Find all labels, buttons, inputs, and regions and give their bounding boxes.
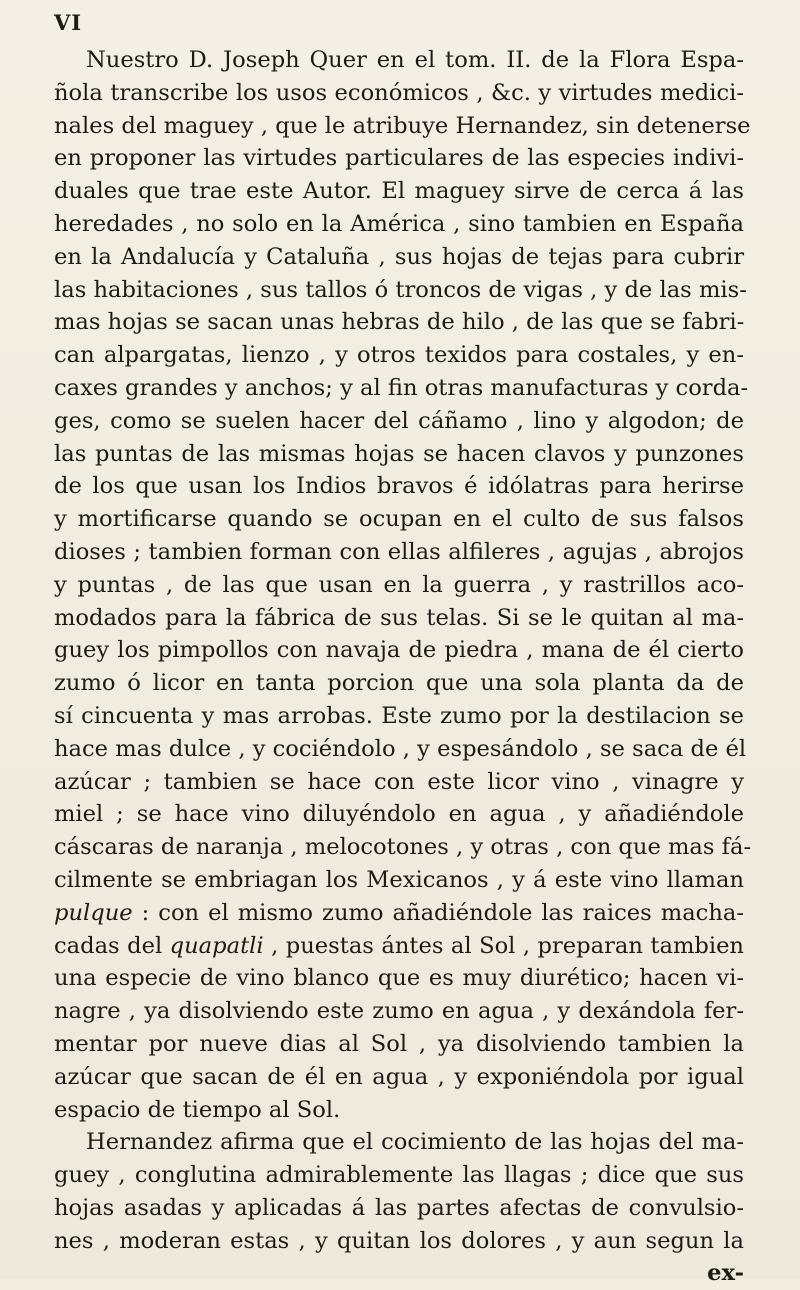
text-line: miel ; se hace vino diluyéndolo en agua , y añadiéndole <box>54 801 744 828</box>
text-line: y mortificarse quando se ocupan en el culto de sus falsos <box>54 506 744 533</box>
text-line: espacio de tiempo al Sol. <box>54 1096 341 1123</box>
text-line: azúcar ; tambien se hace con este licor vino , vinagre y <box>54 768 744 795</box>
page-number: VI <box>54 10 83 35</box>
text-line: cadas del quapatli , puestas ántes al Sol , preparan tambien <box>54 932 744 959</box>
text-line: ñola transcribe los usos económicos , &c. y virtudes medici- <box>54 79 744 106</box>
text-line: las habitaciones , sus tallos ó troncos de vigas , y de las mis- <box>54 276 747 303</box>
text-line: y puntas , de las que usan en la guerra , y rastrillos aco- <box>54 571 744 598</box>
text-line: mas hojas se sacan unas hebras de hilo , de las que se fabri- <box>54 309 745 336</box>
catchword: ex- <box>707 1260 744 1287</box>
text-line: dioses ; tambien forman con ellas alfileres , agujas , abrojos <box>54 538 744 565</box>
italic-term: pulque <box>54 899 133 926</box>
text-line: cilmente se embriagan los Mexicanos , y á este vino llaman <box>54 866 744 893</box>
text-line: nagre , ya disolviendo este zumo en agua , y dexándola fer- <box>54 998 744 1025</box>
text-line: duales que trae este Autor. El maguey sirve de cerca á las <box>54 178 744 205</box>
text-line: las puntas de las mismas hojas se hacen clavos y punzones <box>54 440 744 467</box>
text-line: hace mas dulce , y cociéndolo , y espesándolo , se saca de él <box>54 735 747 762</box>
italic-term: quapatli <box>169 932 264 959</box>
text-line: de los que usan los Indios bravos é idólatras para herirse <box>54 473 744 500</box>
text-line: mentar por nueve dias al Sol , ya disolviendo tambien la <box>54 1030 744 1057</box>
text-line: zumo ó licor en tanta porcion que una sola planta da de <box>54 670 744 697</box>
text-line: azúcar que sacan de él en agua , y exponiéndola por igual <box>54 1063 744 1090</box>
text-line: nales del maguey , que le atribuye Hernandez, sin detenerse <box>54 112 751 139</box>
text-line: ges, como se suelen hacer del cáñamo , lino y algodon; de <box>54 407 744 434</box>
text-line: una especie de vino blanco que es muy diurético; hacen vi- <box>54 965 744 992</box>
text-line: Hernandez afirma que el cocimiento de las hojas del ma- <box>86 1129 744 1156</box>
text-line: guey los pimpollos con navaja de piedra , mana de él cierto <box>54 637 744 664</box>
text-line: can alpargatas, lienzo , y otros texidos para costales, y en- <box>54 342 744 369</box>
text-line: nes , moderan estas , y quitan los dolores , y aun segun la <box>54 1227 744 1254</box>
text-line: sí cincuenta y mas arrobas. Este zumo por la destilacion se <box>54 702 744 729</box>
text-line: en la Andalucía y Cataluña , sus hojas de tejas para cubrir <box>54 243 744 270</box>
page-body-text <box>54 44 752 1290</box>
text-line: Nuestro D. Joseph Quer en el tom. II. de la Flora Espa- <box>86 47 744 73</box>
text-line: caxes grandes y anchos; y al fin otras manufacturas y corda- <box>54 374 749 401</box>
text-line: hojas asadas y aplicadas á las partes afectas de convulsio- <box>54 1194 744 1221</box>
text-line: modados para la fábrica de sus telas. Si se le quitan al ma- <box>54 604 744 631</box>
text-line: heredades , no solo en la América , sino tambien en España <box>54 210 744 237</box>
text-line: pulque : con el mismo zumo añadiéndole las raices macha- <box>54 899 744 926</box>
text-line: en proponer las virtudes particulares de las especies indivi- <box>54 145 744 172</box>
text-line: guey , conglutina admirablemente las llagas ; dice que sus <box>54 1162 744 1189</box>
text-line: cáscaras de naranja , melocotones , y otras , con que mas fá- <box>54 834 752 861</box>
